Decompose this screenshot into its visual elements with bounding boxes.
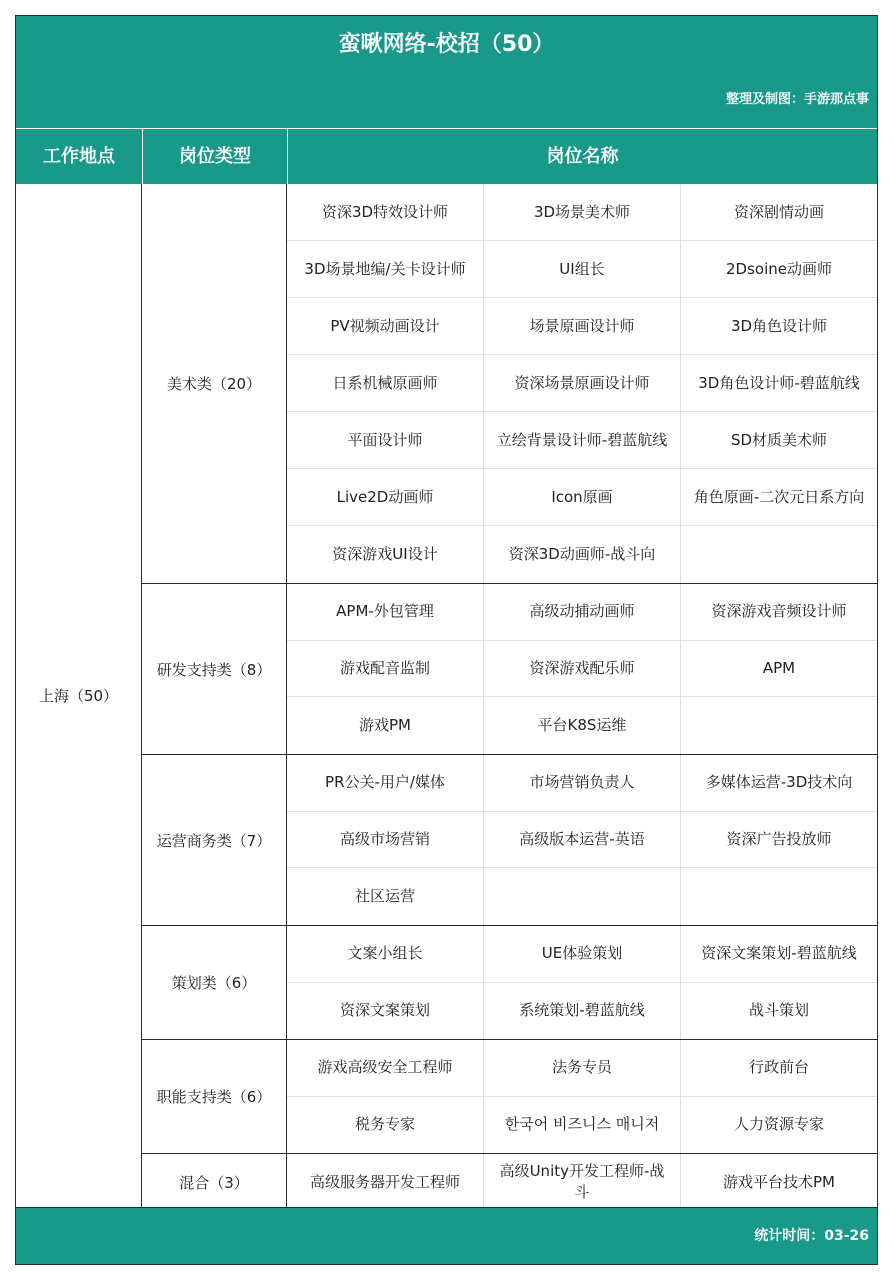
job-cell: 战斗策划 bbox=[748, 1001, 809, 1020]
job-cell bbox=[681, 526, 877, 583]
job-cell: 资深剧情动画 bbox=[681, 184, 877, 241]
job-cell: 资深文案策划 bbox=[287, 983, 484, 1040]
job-cell: 资深游戏配乐师 bbox=[484, 641, 681, 698]
job-cell: APM-外包管理 bbox=[287, 584, 484, 641]
table-body bbox=[16, 184, 877, 1207]
job-cell: 场景原画设计师 bbox=[484, 298, 681, 355]
job-cell: 人力资源专家 bbox=[733, 1115, 824, 1134]
category-group bbox=[142, 925, 877, 1039]
job-cell: PV视频动画设计 bbox=[287, 298, 484, 355]
job-cell: 高级服务器开发工程师 bbox=[287, 1154, 484, 1210]
job-cell: 资深游戏音频设计师 bbox=[681, 584, 877, 641]
job-cell: 3D角色设计师-碧蓝航线 bbox=[681, 355, 877, 412]
page-title: 蛮啾网络-校招（50） bbox=[338, 32, 555, 57]
category-cell: 职能支持类（6） bbox=[142, 1040, 287, 1153]
job-cell: 日系机械原画师 bbox=[287, 355, 484, 412]
category-cell: 策划类（6） bbox=[142, 926, 287, 1039]
job-cell: 资深广告投放师 bbox=[681, 812, 877, 869]
job-grid bbox=[287, 184, 877, 583]
job-cell: 行政前台 bbox=[681, 1040, 877, 1097]
job-cell: 游戏PM bbox=[287, 697, 484, 754]
footer-banner bbox=[16, 1207, 877, 1264]
job-cell bbox=[681, 697, 877, 754]
job-cell: 资深3D特效设计师 bbox=[287, 184, 484, 241]
job-cell bbox=[484, 868, 681, 925]
job-cell: 角色原画-二次元日系方向 bbox=[681, 469, 877, 526]
job-cell: 高级市场营销 bbox=[287, 812, 484, 869]
stat-time: 统计时间：03-26 bbox=[754, 1228, 869, 1244]
credit-line: 整理及制图：手游那点事 bbox=[725, 92, 869, 107]
job-cell: 游戏高级安全工程师 bbox=[287, 1040, 484, 1097]
job-grid bbox=[287, 755, 877, 925]
job-cell: 多媒体运营-3D技术向 bbox=[681, 755, 877, 812]
job-cell: 资深游戏UI设计 bbox=[287, 526, 484, 583]
job-cell: 高级版本运营-英语 bbox=[484, 812, 681, 869]
job-cell: 资深文案策划-碧蓝航线 bbox=[681, 926, 877, 983]
job-cell: 税务专家 bbox=[287, 1097, 484, 1154]
table-header-banner bbox=[16, 16, 877, 128]
job-cell: 资深3D动画师-战斗向 bbox=[484, 526, 681, 583]
category-cell: 运营商务类（7） bbox=[142, 755, 287, 925]
job-cell: 高级动捕动画师 bbox=[484, 584, 681, 641]
job-cell: SD材质美术师 bbox=[681, 412, 877, 469]
category-group bbox=[142, 1039, 877, 1153]
category-group bbox=[142, 583, 877, 754]
job-cell: 平台K8S运维 bbox=[484, 697, 681, 754]
location-cell: 上海（50） bbox=[16, 184, 142, 1207]
job-cell: 系统策划-碧蓝航线 bbox=[484, 983, 681, 1040]
job-cell: 市场营销负责人 bbox=[484, 755, 681, 812]
job-cell: PR公关-用户/媒体 bbox=[287, 755, 484, 812]
job-cell: 3D场景美术师 bbox=[484, 184, 681, 241]
job-cell: 立绘背景设计师-碧蓝航线 bbox=[484, 412, 681, 469]
job-cell: 文案小组长 bbox=[287, 926, 484, 983]
job-cell: UI组长 bbox=[484, 241, 681, 298]
job-cell: 游戏平台技术PM bbox=[723, 1172, 835, 1191]
job-cell bbox=[681, 868, 877, 925]
job-grid bbox=[287, 584, 877, 754]
job-grid bbox=[287, 1040, 877, 1153]
column-header-name: 岗位名称 bbox=[287, 128, 877, 184]
job-cell: UE体验策划 bbox=[484, 926, 681, 983]
job-cell: 平面设计师 bbox=[287, 412, 484, 469]
category-cell: 美术类（20） bbox=[142, 184, 287, 583]
job-cell: 资深场景原画设计师 bbox=[484, 355, 681, 412]
job-cell: 社区运营 bbox=[287, 868, 484, 925]
category-cell: 混合（3） bbox=[142, 1154, 287, 1210]
job-cell: 法务专员 bbox=[484, 1040, 681, 1097]
recruitment-table bbox=[15, 15, 878, 1265]
job-cell: 2Dsoine动画师 bbox=[681, 241, 877, 298]
job-cell: 高级Unity开发工程师-战斗 bbox=[484, 1154, 681, 1210]
job-cell: 3D场景地编/关卡设计师 bbox=[287, 241, 484, 298]
job-grid bbox=[287, 926, 877, 1039]
category-group bbox=[142, 184, 877, 583]
job-cell: Live2D动画师 bbox=[287, 469, 484, 526]
category-cell: 研发支持类（8） bbox=[142, 584, 287, 754]
job-cell: 한국어 비즈니스 매니저 bbox=[484, 1097, 681, 1154]
job-cell: 3D角色设计师 bbox=[681, 298, 877, 355]
job-grid bbox=[287, 1154, 877, 1210]
job-cell: Icon原画 bbox=[484, 469, 681, 526]
category-group bbox=[142, 1153, 877, 1210]
column-header-type: 岗位类型 bbox=[142, 128, 287, 184]
category-group bbox=[142, 754, 877, 925]
column-header-location: 工作地点 bbox=[16, 128, 142, 184]
job-cell: APM bbox=[681, 641, 877, 698]
job-cell: 游戏配音监制 bbox=[287, 641, 484, 698]
